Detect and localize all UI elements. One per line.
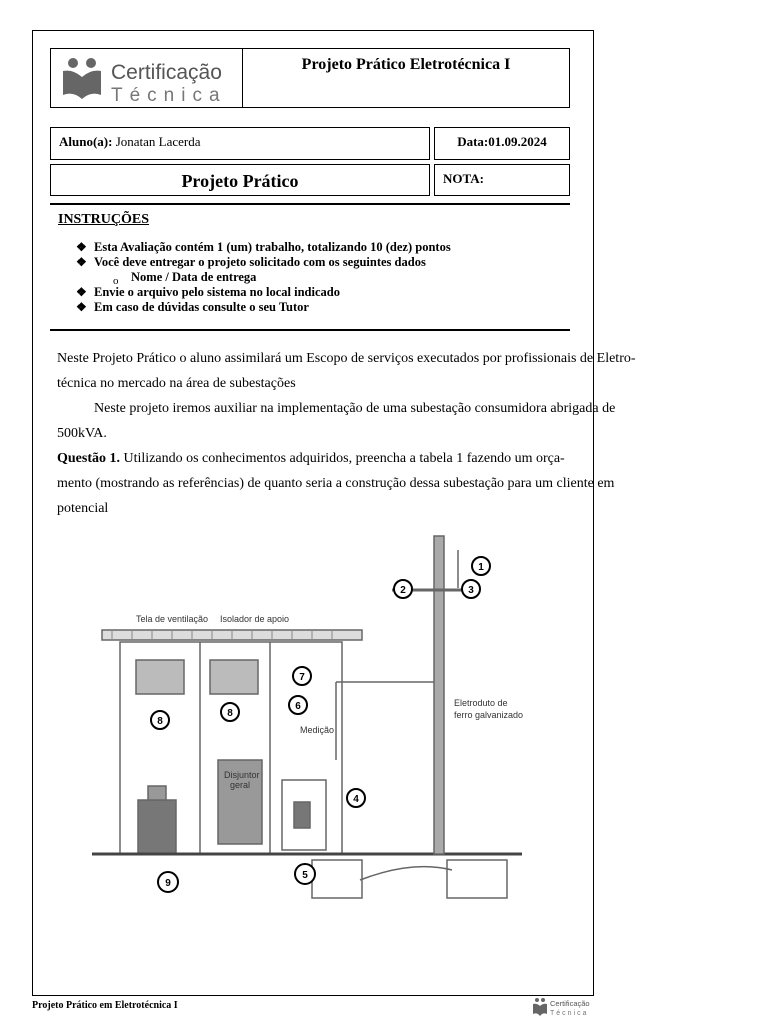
paragraph-line: 500kVA. — [57, 426, 107, 441]
metering-label: Medição — [300, 725, 335, 735]
instructions-heading: INSTRUÇÕES — [58, 212, 150, 227]
paragraph-line: Neste projeto iremos auxiliar na implementação de uma subestação consumidora abrigada de — [94, 401, 616, 416]
circle-bullet-icon: o — [113, 275, 119, 287]
list-item: o Nome / Data de entrega — [113, 270, 257, 287]
question-line: Questão 1. Utilizando os conhecimentos adquiridos, preencha a tabela 1 fazendo um orça- — [57, 451, 565, 466]
diamond-bullet-icon: ❖ — [76, 285, 87, 299]
diamond-bullet-icon: ❖ — [76, 255, 87, 269]
logo-line2: Técnica — [111, 85, 227, 105]
breaker-label: Disjuntor — [224, 770, 260, 780]
insulator-label: Isolador de apoio — [220, 614, 290, 624]
date-field — [434, 127, 570, 160]
conduit-label: ferro galvanizado — [454, 710, 524, 720]
list-item: ❖ Esta Avaliação contém 1 (um) trabalho, totalizando 10 (dez) pontos — [76, 240, 451, 254]
vent-label: Tela de ventilação — [136, 614, 209, 624]
marker-8: 8 — [227, 708, 233, 719]
student-name: Jonatan Lacerda — [115, 134, 201, 149]
svg-text:Certificação: Certificação — [550, 999, 590, 1008]
marker-1: 1 — [478, 562, 484, 573]
list-item: ❖ Envie o arquivo pelo sistema no local indicado — [76, 285, 340, 299]
conduit-label: Eletroduto de — [454, 698, 508, 708]
marker-9: 9 — [165, 878, 171, 889]
student-label: Aluno(a): — [59, 134, 113, 149]
list-item: ❖ Você deve entregar o projeto solicitado com os seguintes dados — [76, 255, 426, 269]
document-title: Projeto Prático Eletrotécnica I — [242, 48, 570, 108]
certificacao-logo — [51, 49, 241, 105]
marker-6: 6 — [295, 701, 301, 712]
paragraph-line: potencial — [57, 501, 109, 516]
logo-box — [50, 48, 243, 108]
svg-text:Técnica: Técnica — [550, 1010, 589, 1017]
marker-3: 3 — [468, 585, 474, 596]
substation-diagram — [92, 530, 532, 910]
paragraph-line: técnica no mercado na área de subestações — [57, 376, 296, 391]
footer-logo — [532, 996, 592, 1018]
paragraph-line: mento (mostrando as referências) de quanto seria a construção dessa subestação para um cliente em — [57, 476, 615, 491]
student-field — [50, 127, 430, 160]
date-value: 01.09.2024 — [488, 134, 547, 149]
list-item: ❖ Em caso de dúvidas consulte o seu Tutor — [76, 300, 309, 314]
marker-2: 2 — [400, 585, 406, 596]
marker-4: 4 — [353, 794, 359, 805]
question-label: Questão 1. — [57, 451, 120, 466]
project-heading: Projeto Prático — [50, 164, 430, 196]
marker-5: 5 — [302, 870, 308, 881]
grade-field: NOTA: — [434, 164, 570, 196]
divider — [50, 329, 570, 331]
diamond-bullet-icon: ❖ — [76, 300, 87, 314]
logo-line1: Certificação — [111, 61, 222, 84]
date-label: Data: — [457, 134, 489, 149]
marker-8: 8 — [157, 716, 163, 727]
marker-7: 7 — [299, 672, 305, 683]
footer-text: Projeto Prático em Eletrotécnica I — [32, 1000, 178, 1011]
diamond-bullet-icon: ❖ — [76, 240, 87, 254]
divider — [50, 203, 570, 205]
breaker-label: geral — [230, 780, 251, 790]
instructions-list — [76, 240, 451, 315]
paragraph-line: Neste Projeto Prático o aluno assimilará um Escopo de serviços executados por profissionais de Eletro- — [57, 351, 636, 366]
